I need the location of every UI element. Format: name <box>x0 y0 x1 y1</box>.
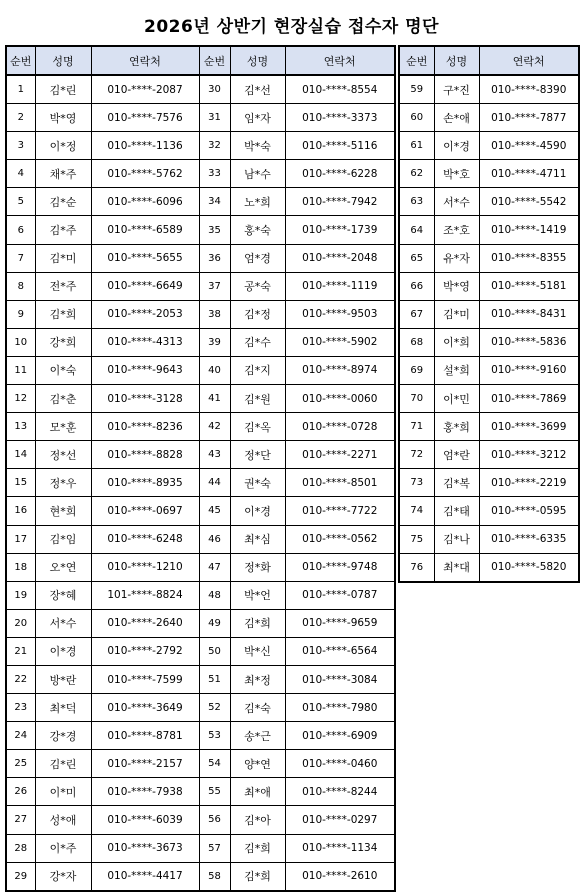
row-number: 43 <box>199 441 230 469</box>
applicant-phone: 010-****-2219 <box>479 469 579 497</box>
applicant-name: 박*숙 <box>230 132 285 160</box>
applicant-name: 김*희 <box>230 834 285 862</box>
table-row <box>6 637 395 665</box>
applicant-phone: 010-****-0562 <box>285 525 395 553</box>
applicant-phone: 010-****-9659 <box>285 609 395 637</box>
table-row <box>6 160 395 188</box>
applicant-phone: 010-****-6248 <box>91 525 199 553</box>
table-row <box>6 834 395 862</box>
applicant-name: 김*린 <box>35 750 91 778</box>
applicant-phone: 010-****-5762 <box>91 160 199 188</box>
applicant-phone: 010-****-8236 <box>91 413 199 441</box>
row-number: 54 <box>199 750 230 778</box>
applicant-name: 김*숙 <box>230 694 285 722</box>
table-row <box>399 469 579 497</box>
row-number: 53 <box>199 722 230 750</box>
table-row <box>6 862 395 891</box>
table-row <box>6 525 395 553</box>
row-number: 75 <box>399 525 434 553</box>
row-number: 45 <box>199 497 230 525</box>
row-number: 69 <box>399 356 434 384</box>
applicant-phone: 010-****-5116 <box>285 132 395 160</box>
applicant-name: 김*희 <box>35 300 91 328</box>
applicant-name: 오*연 <box>35 553 91 581</box>
table-row <box>6 722 395 750</box>
row-number: 46 <box>199 525 230 553</box>
table-row <box>399 441 579 469</box>
header-phone: 연락처 <box>285 46 395 75</box>
row-number: 37 <box>199 272 230 300</box>
row-number: 41 <box>199 385 230 413</box>
applicant-phone: 010-****-8355 <box>479 244 579 272</box>
applicant-name: 김*린 <box>35 75 91 104</box>
applicant-name: 임*자 <box>230 104 285 132</box>
roster-table-right <box>398 45 580 583</box>
row-number: 65 <box>399 244 434 272</box>
header-num: 순번 <box>199 46 230 75</box>
row-number: 34 <box>199 188 230 216</box>
applicant-phone: 010-****-8244 <box>285 778 395 806</box>
row-number: 47 <box>199 553 230 581</box>
row-number: 13 <box>6 413 35 441</box>
row-number: 27 <box>6 806 35 834</box>
applicant-phone: 010-****-2157 <box>91 750 199 778</box>
applicant-name: 엄*란 <box>434 441 479 469</box>
applicant-phone: 010-****-1136 <box>91 132 199 160</box>
applicant-name: 박*신 <box>230 637 285 665</box>
row-number: 26 <box>6 778 35 806</box>
row-number: 11 <box>6 356 35 384</box>
applicant-name: 현*희 <box>35 497 91 525</box>
applicant-name: 성*애 <box>35 806 91 834</box>
applicant-name: 최*정 <box>230 665 285 693</box>
table-row <box>6 216 395 244</box>
table-row <box>399 385 579 413</box>
applicant-name: 이*경 <box>434 132 479 160</box>
applicant-name: 정*화 <box>230 553 285 581</box>
table-row <box>6 806 395 834</box>
applicant-name: 김*복 <box>434 469 479 497</box>
row-number: 32 <box>199 132 230 160</box>
applicant-phone: 010-****-0728 <box>285 413 395 441</box>
applicant-phone: 010-****-0697 <box>91 497 199 525</box>
applicant-phone: 010-****-5181 <box>479 272 579 300</box>
applicant-phone: 010-****-2087 <box>91 75 199 104</box>
table-header-row <box>399 46 579 75</box>
table-row <box>6 188 395 216</box>
table-row <box>399 497 579 525</box>
applicant-phone: 010-****-1119 <box>285 272 395 300</box>
applicant-phone: 010-****-2792 <box>91 637 199 665</box>
table-row <box>399 300 579 328</box>
row-number: 8 <box>6 272 35 300</box>
row-number: 21 <box>6 637 35 665</box>
row-number: 62 <box>399 160 434 188</box>
applicant-name: 강*희 <box>35 328 91 356</box>
applicant-phone: 010-****-8431 <box>479 300 579 328</box>
applicant-name: 조*호 <box>434 216 479 244</box>
row-number: 68 <box>399 328 434 356</box>
applicant-phone: 010-****-8828 <box>91 441 199 469</box>
applicant-phone: 010-****-7942 <box>285 188 395 216</box>
applicant-phone: 010-****-1134 <box>285 834 395 862</box>
applicant-name: 김*춘 <box>35 385 91 413</box>
applicant-phone: 010-****-6039 <box>91 806 199 834</box>
applicant-name: 박*영 <box>434 272 479 300</box>
table-row <box>6 75 395 104</box>
row-number: 35 <box>199 216 230 244</box>
row-number: 58 <box>199 862 230 891</box>
table-row <box>6 441 395 469</box>
applicant-name: 홍*숙 <box>230 216 285 244</box>
applicant-name: 정*우 <box>35 469 91 497</box>
applicant-phone: 010-****-5655 <box>91 244 199 272</box>
row-number: 24 <box>6 722 35 750</box>
row-number: 9 <box>6 300 35 328</box>
applicant-name: 채*주 <box>35 160 91 188</box>
row-number: 64 <box>399 216 434 244</box>
applicant-name: 김*주 <box>35 216 91 244</box>
table-row <box>6 385 395 413</box>
applicant-name: 김*정 <box>230 300 285 328</box>
applicant-phone: 010-****-7722 <box>285 497 395 525</box>
header-phone: 연락처 <box>91 46 199 75</box>
table-header-row <box>6 46 395 75</box>
applicant-phone: 010-****-2048 <box>285 244 395 272</box>
row-number: 12 <box>6 385 35 413</box>
applicant-phone: 010-****-0595 <box>479 497 579 525</box>
row-number: 14 <box>6 441 35 469</box>
header-name: 성명 <box>434 46 479 75</box>
applicant-name: 박*호 <box>434 160 479 188</box>
row-number: 67 <box>399 300 434 328</box>
applicant-name: 김*나 <box>434 525 479 553</box>
applicant-phone: 010-****-7980 <box>285 694 395 722</box>
applicant-name: 송*근 <box>230 722 285 750</box>
applicant-name: 엄*경 <box>230 244 285 272</box>
header-name: 성명 <box>35 46 91 75</box>
table-row <box>6 413 395 441</box>
row-number: 30 <box>199 75 230 104</box>
applicant-name: 권*숙 <box>230 469 285 497</box>
row-number: 23 <box>6 694 35 722</box>
applicant-phone: 010-****-2053 <box>91 300 199 328</box>
applicant-phone: 010-****-3649 <box>91 694 199 722</box>
applicant-phone: 010-****-7576 <box>91 104 199 132</box>
table-row <box>399 413 579 441</box>
row-number: 36 <box>199 244 230 272</box>
applicant-phone: 010-****-3373 <box>285 104 395 132</box>
row-number: 17 <box>6 525 35 553</box>
applicant-name: 공*숙 <box>230 272 285 300</box>
applicant-phone: 010-****-7869 <box>479 385 579 413</box>
row-number: 5 <box>6 188 35 216</box>
applicant-phone: 010-****-1739 <box>285 216 395 244</box>
row-number: 66 <box>399 272 434 300</box>
row-number: 20 <box>6 609 35 637</box>
row-number: 22 <box>6 665 35 693</box>
applicant-phone: 010-****-5820 <box>479 553 579 582</box>
row-number: 28 <box>6 834 35 862</box>
applicant-name: 이*정 <box>35 132 91 160</box>
applicant-phone: 010-****-6909 <box>285 722 395 750</box>
applicant-name: 정*선 <box>35 441 91 469</box>
applicant-phone: 010-****-4313 <box>91 328 199 356</box>
table-row <box>399 160 579 188</box>
row-number: 76 <box>399 553 434 582</box>
row-number: 7 <box>6 244 35 272</box>
row-number: 18 <box>6 553 35 581</box>
applicant-name: 김*아 <box>230 806 285 834</box>
applicant-name: 김*지 <box>230 356 285 384</box>
row-number: 44 <box>199 469 230 497</box>
applicant-name: 노*희 <box>230 188 285 216</box>
applicant-name: 김*원 <box>230 385 285 413</box>
row-number: 1 <box>6 75 35 104</box>
row-number: 49 <box>199 609 230 637</box>
table-row <box>6 328 395 356</box>
applicant-phone: 010-****-5836 <box>479 328 579 356</box>
applicant-phone: 010-****-0460 <box>285 750 395 778</box>
applicant-name: 강*경 <box>35 722 91 750</box>
applicant-phone: 010-****-7938 <box>91 778 199 806</box>
applicant-phone: 010-****-3128 <box>91 385 199 413</box>
table-row <box>399 216 579 244</box>
applicant-name: 김*옥 <box>230 413 285 441</box>
applicant-phone: 010-****-3699 <box>479 413 579 441</box>
row-number: 6 <box>6 216 35 244</box>
applicant-phone: 010-****-4590 <box>479 132 579 160</box>
applicant-name: 최*애 <box>230 778 285 806</box>
applicant-phone: 010-****-5542 <box>479 188 579 216</box>
table-row <box>399 132 579 160</box>
applicant-phone: 010-****-3084 <box>285 665 395 693</box>
row-number: 29 <box>6 862 35 891</box>
table-row <box>6 272 395 300</box>
row-number: 70 <box>399 385 434 413</box>
applicant-phone: 010-****-3673 <box>91 834 199 862</box>
applicant-phone: 010-****-2610 <box>285 862 395 891</box>
applicant-phone: 010-****-9748 <box>285 553 395 581</box>
row-number: 19 <box>6 581 35 609</box>
applicant-name: 김*수 <box>230 328 285 356</box>
applicant-phone: 010-****-9160 <box>479 356 579 384</box>
table-row <box>399 244 579 272</box>
applicant-phone: 010-****-1210 <box>91 553 199 581</box>
applicant-name: 서*수 <box>434 188 479 216</box>
roster-table-left <box>5 45 396 892</box>
applicant-name: 이*숙 <box>35 356 91 384</box>
applicant-name: 설*희 <box>434 356 479 384</box>
table-row <box>6 694 395 722</box>
applicant-name: 장*혜 <box>35 581 91 609</box>
applicant-name: 김*순 <box>35 188 91 216</box>
row-number: 55 <box>199 778 230 806</box>
applicant-phone: 010-****-4711 <box>479 160 579 188</box>
row-number: 42 <box>199 413 230 441</box>
row-number: 39 <box>199 328 230 356</box>
applicant-name: 양*연 <box>230 750 285 778</box>
applicant-name: 이*주 <box>35 834 91 862</box>
row-number: 33 <box>199 160 230 188</box>
page-title: 2026년 상반기 현장실습 접수자 명단 <box>144 17 439 37</box>
table-row <box>6 750 395 778</box>
applicant-phone: 010-****-6228 <box>285 160 395 188</box>
table-row <box>399 553 579 582</box>
applicant-name: 홍*희 <box>434 413 479 441</box>
applicant-phone: 010-****-2271 <box>285 441 395 469</box>
header-name: 성명 <box>230 46 285 75</box>
table-row <box>399 104 579 132</box>
table-row <box>399 188 579 216</box>
applicant-name: 이*미 <box>35 778 91 806</box>
row-number: 31 <box>199 104 230 132</box>
table-row <box>399 75 579 104</box>
applicant-phone: 010-****-0060 <box>285 385 395 413</box>
applicant-phone: 010-****-1419 <box>479 216 579 244</box>
applicant-name: 이*경 <box>35 637 91 665</box>
row-number: 74 <box>399 497 434 525</box>
applicant-name: 최*덕 <box>35 694 91 722</box>
applicant-phone: 010-****-6096 <box>91 188 199 216</box>
applicant-name: 유*자 <box>434 244 479 272</box>
row-number: 52 <box>199 694 230 722</box>
row-number: 3 <box>6 132 35 160</box>
applicant-phone: 010-****-5902 <box>285 328 395 356</box>
applicant-name: 박*영 <box>35 104 91 132</box>
applicant-phone: 010-****-8974 <box>285 356 395 384</box>
applicant-name: 강*자 <box>35 862 91 891</box>
header-phone: 연락처 <box>479 46 579 75</box>
table-row <box>6 665 395 693</box>
table-row <box>6 778 395 806</box>
row-number: 57 <box>199 834 230 862</box>
applicant-name: 전*주 <box>35 272 91 300</box>
row-number: 50 <box>199 637 230 665</box>
row-number: 2 <box>6 104 35 132</box>
applicant-name: 김*미 <box>35 244 91 272</box>
applicant-name: 이*희 <box>434 328 479 356</box>
table-row <box>6 553 395 581</box>
applicant-phone: 010-****-6564 <box>285 637 395 665</box>
row-number: 63 <box>399 188 434 216</box>
row-number: 48 <box>199 581 230 609</box>
table-row <box>399 525 579 553</box>
header-num: 순번 <box>6 46 35 75</box>
table-row <box>6 104 395 132</box>
row-number: 71 <box>399 413 434 441</box>
applicant-name: 박*언 <box>230 581 285 609</box>
applicant-name: 이*경 <box>230 497 285 525</box>
applicant-name: 손*애 <box>434 104 479 132</box>
table-row <box>6 300 395 328</box>
applicant-name: 김*미 <box>434 300 479 328</box>
applicant-phone: 010-****-8935 <box>91 469 199 497</box>
row-number: 15 <box>6 469 35 497</box>
applicant-phone: 010-****-9643 <box>91 356 199 384</box>
row-number: 56 <box>199 806 230 834</box>
applicant-name: 김*선 <box>230 75 285 104</box>
row-number: 10 <box>6 328 35 356</box>
applicant-name: 김*태 <box>434 497 479 525</box>
applicant-phone: 010-****-6649 <box>91 272 199 300</box>
row-number: 4 <box>6 160 35 188</box>
applicant-phone: 010-****-0787 <box>285 581 395 609</box>
table-row <box>399 328 579 356</box>
table-row <box>6 469 395 497</box>
row-number: 51 <box>199 665 230 693</box>
applicant-name: 김*임 <box>35 525 91 553</box>
applicant-name: 서*수 <box>35 609 91 637</box>
applicant-phone: 010-****-4417 <box>91 862 199 891</box>
applicant-phone: 010-****-2640 <box>91 609 199 637</box>
row-number: 61 <box>399 132 434 160</box>
row-number: 40 <box>199 356 230 384</box>
applicant-name: 김*희 <box>230 862 285 891</box>
table-row <box>6 356 395 384</box>
table-row <box>399 272 579 300</box>
applicant-phone: 010-****-7877 <box>479 104 579 132</box>
header-num: 순번 <box>399 46 434 75</box>
row-number: 72 <box>399 441 434 469</box>
applicant-name: 모*훈 <box>35 413 91 441</box>
row-number: 59 <box>399 75 434 104</box>
table-row <box>6 244 395 272</box>
row-number: 60 <box>399 104 434 132</box>
applicant-name: 방*란 <box>35 665 91 693</box>
table-row <box>6 609 395 637</box>
applicant-name: 최*심 <box>230 525 285 553</box>
applicant-phone: 010-****-8501 <box>285 469 395 497</box>
applicant-name: 남*수 <box>230 160 285 188</box>
applicant-phone: 010-****-8781 <box>91 722 199 750</box>
applicant-name: 이*민 <box>434 385 479 413</box>
applicant-name: 김*희 <box>230 609 285 637</box>
table-row <box>399 356 579 384</box>
row-number: 38 <box>199 300 230 328</box>
row-number: 16 <box>6 497 35 525</box>
table-row <box>6 581 395 609</box>
applicant-phone: 010-****-6335 <box>479 525 579 553</box>
applicant-phone: 010-****-7599 <box>91 665 199 693</box>
applicant-phone: 010-****-3212 <box>479 441 579 469</box>
applicant-name: 구*진 <box>434 75 479 104</box>
applicant-phone: 010-****-8390 <box>479 75 579 104</box>
table-row <box>6 497 395 525</box>
applicant-phone: 010-****-8554 <box>285 75 395 104</box>
applicant-name: 정*단 <box>230 441 285 469</box>
row-number: 25 <box>6 750 35 778</box>
applicant-phone: 010-****-0297 <box>285 806 395 834</box>
applicant-phone: 101-****-8824 <box>91 581 199 609</box>
row-number: 73 <box>399 469 434 497</box>
applicant-phone: 010-****-9503 <box>285 300 395 328</box>
applicant-phone: 010-****-6589 <box>91 216 199 244</box>
applicant-name: 최*대 <box>434 553 479 582</box>
table-row <box>6 132 395 160</box>
